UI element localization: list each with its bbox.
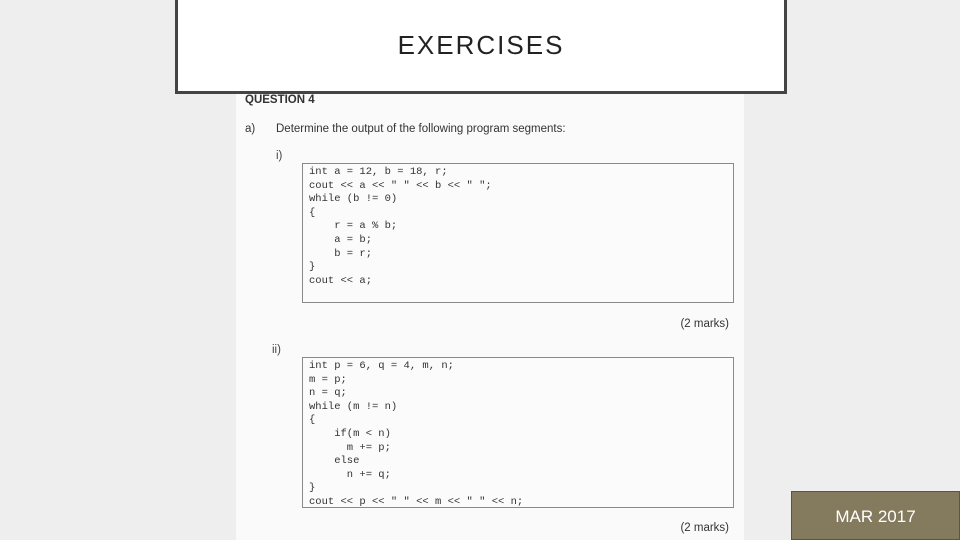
code-line: a = b; bbox=[309, 233, 373, 246]
slide-title: EXERCISES bbox=[397, 30, 565, 60]
marks-segment-ii: (2 marks) bbox=[680, 522, 729, 534]
segment-ii-label: ii) bbox=[272, 344, 281, 356]
date-label: MAR 2017 bbox=[835, 507, 916, 526]
code-line: cout << a; bbox=[309, 274, 373, 287]
code-line: else bbox=[309, 455, 360, 468]
code-line: int a = 12, b = 18, r; bbox=[309, 166, 448, 178]
code-line: m += p; bbox=[309, 441, 391, 454]
code-line: int p = 6, q = 4, m, n; bbox=[309, 360, 454, 372]
part-a-label: a) bbox=[245, 123, 256, 135]
code-line: while (b != 0) bbox=[309, 193, 398, 206]
code-line: b = r; bbox=[309, 247, 373, 260]
code-box-segment-ii bbox=[302, 357, 734, 508]
part-a-instruction: Determine the output of the following program segments: bbox=[276, 123, 566, 135]
code-line: m = p; bbox=[309, 373, 347, 386]
marks-segment-i: (2 marks) bbox=[680, 318, 729, 330]
question-heading: QUESTION 4 bbox=[245, 94, 315, 106]
code-line: if(m < n) bbox=[309, 427, 391, 440]
code-line: r = a % b; bbox=[309, 220, 398, 233]
code-line: while (m != n) bbox=[309, 400, 398, 413]
code-box-segment-i bbox=[302, 163, 734, 303]
code-line: } bbox=[309, 482, 316, 495]
segment-i-label: i) bbox=[276, 150, 283, 162]
code-line: cout << p << " " << m << " " << n; bbox=[309, 495, 524, 508]
code-line: { bbox=[309, 414, 316, 427]
date-badge bbox=[791, 491, 960, 540]
code-line: n = q; bbox=[309, 387, 347, 400]
code-line: n += q; bbox=[309, 468, 391, 481]
code-line: { bbox=[309, 206, 316, 219]
code-line: cout << a << " " << b << " "; bbox=[309, 179, 492, 192]
code-line: } bbox=[309, 261, 316, 274]
title-box bbox=[175, 0, 787, 94]
